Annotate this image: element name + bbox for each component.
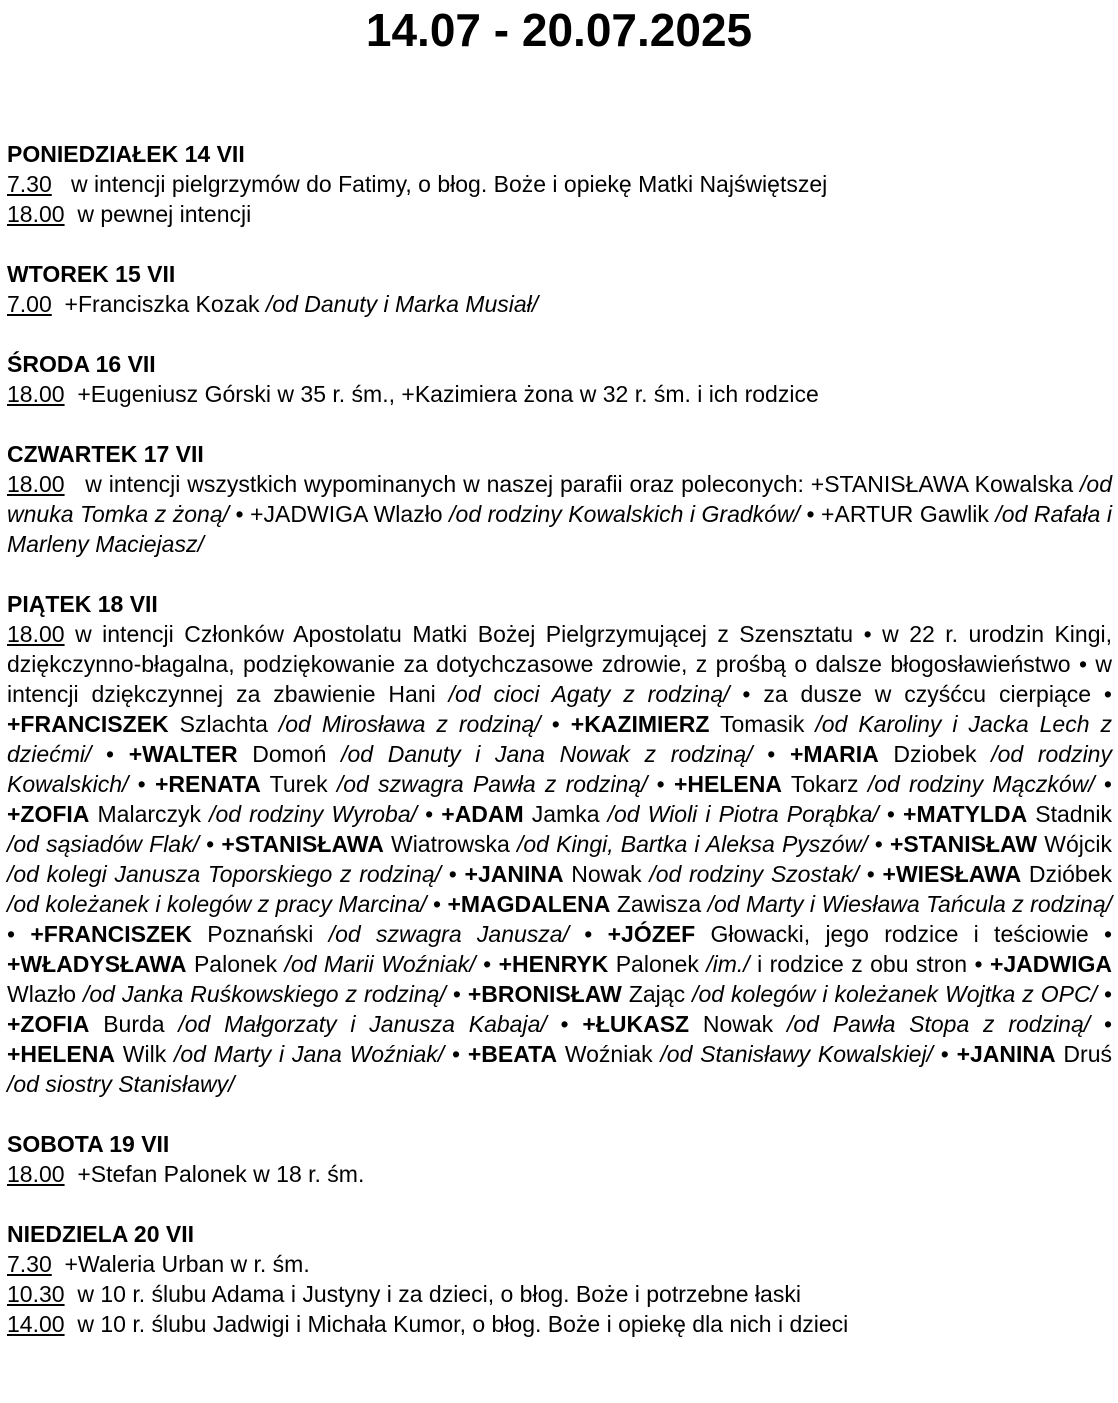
deceased-name: +MARIA — [789, 741, 879, 767]
mass-time: 18.00 — [7, 201, 65, 227]
intention-text: • — [867, 831, 890, 857]
deceased-name: +JÓZEF — [607, 921, 696, 947]
donor-note: /od Pawła Stopa z rodziną/ — [786, 1011, 1091, 1037]
donor-note: /od rodziny Wyroba/ — [209, 801, 418, 827]
intention-text: w pewnej intencji — [77, 201, 252, 227]
intention-text: Turek — [260, 771, 337, 797]
mass-time: 18.00 — [7, 621, 65, 647]
deceased-name: +FRANCISZEK — [30, 921, 192, 947]
day-heading: CZWARTEK 17 VII — [7, 441, 204, 467]
intention-text: +Stefan Palonek w 18 r. śm. — [77, 1161, 365, 1187]
intention-text: • — [1094, 771, 1112, 797]
deceased-name: +ZOFIA — [7, 1011, 90, 1037]
day-section — [7, 1219, 1112, 1339]
intention-text: • — [198, 831, 222, 857]
mass-entry — [7, 1309, 1112, 1339]
intention-text: • — [568, 921, 608, 947]
deceased-name: +FRANCISZEK — [7, 711, 169, 737]
donor-note: /od sąsiadów Flak/ — [7, 831, 199, 857]
intention-text: Malarczyk — [89, 801, 210, 827]
intention-text: w 10 r. ślubu Jadwigi i Michała Kumor, o błog. Boże i opiekę dla nich i dzieci — [77, 1311, 849, 1337]
intention-text: • — [540, 711, 571, 737]
donor-note: /od Stanisławy Kowalskiej/ — [660, 1041, 933, 1067]
intention-text: • +ARTUR Gawlik — [799, 501, 996, 527]
intention-text: Nowak — [689, 1011, 787, 1037]
mass-entry — [7, 1159, 1112, 1189]
intention-text: • — [546, 1011, 583, 1037]
deceased-name: +RENATA — [154, 771, 261, 797]
day-section — [7, 139, 1112, 229]
mass-entry — [7, 469, 1112, 559]
donor-note: /od siostry Stanisławy/ — [7, 1071, 235, 1097]
donor-note: /od Marty i Jana Woźniak/ — [174, 1041, 445, 1067]
intention-text: • — [878, 801, 904, 827]
intention-text: • — [932, 1041, 957, 1067]
intention-text: +Eugeniusz Górski w 35 r. śm., +Kazimiera żona w 32 r. śm. i ich rodzice — [77, 381, 819, 407]
deceased-name: +STANISŁAWA — [221, 831, 384, 857]
day-section — [7, 1129, 1112, 1189]
intention-text: • — [444, 1041, 468, 1067]
intention-text: • — [91, 741, 129, 767]
mass-schedule — [7, 139, 1112, 1369]
intention-text: • — [441, 861, 465, 887]
donor-note: /od rodziny Kowalskich i Gradków/ — [449, 501, 800, 527]
time-spacer — [65, 1281, 78, 1307]
time-spacer — [65, 621, 76, 647]
intention-text: Zawisza — [610, 891, 708, 917]
intention-text: Dzióbek — [1021, 861, 1112, 887]
mass-entry — [7, 289, 1112, 319]
intention-text: Poznański — [192, 921, 329, 947]
deceased-name: +ZOFIA — [7, 801, 90, 827]
intention-text: Wiatrowska — [383, 831, 517, 857]
day-heading: ŚRODA 16 VII — [7, 351, 156, 377]
donor-note: /od Rafała i Marleny Maciejasz/ — [7, 501, 1112, 557]
intention-text: • — [647, 771, 674, 797]
intention-text: +Waleria Urban w r. śm. — [64, 1251, 310, 1277]
deceased-name: +HELENA — [7, 1041, 115, 1067]
time-spacer — [65, 1311, 78, 1337]
intention-text: Wilk — [115, 1041, 174, 1067]
day-heading: PIĄTEK 18 VII — [7, 591, 158, 617]
intention-text: • — [417, 801, 442, 827]
donor-note: /od cioci Agaty z rodziną/ — [448, 681, 730, 707]
intention-text: Dziobek — [878, 741, 992, 767]
day-section — [7, 589, 1112, 1099]
intention-text: Jamka — [523, 801, 608, 827]
donor-note: /od kolegi Janusza Toporskiego z rodziną/ — [7, 861, 442, 887]
time-spacer — [65, 471, 86, 497]
donor-note: /od rodziny Mączków/ — [867, 771, 1095, 797]
donor-note: /od Danuty i Jana Nowak z rodziną/ — [341, 741, 753, 767]
donor-note: /od rodziny Szostak/ — [649, 861, 860, 887]
intention-text: • — [426, 891, 448, 917]
intention-text: Nowak — [563, 861, 650, 887]
deceased-name: +BRONISŁAW — [467, 981, 622, 1007]
time-spacer — [52, 1251, 65, 1277]
intention-text: Głowacki, jego rodzice i teściowie • — [695, 921, 1112, 947]
intention-text: • — [1096, 981, 1112, 1007]
intention-text: w intencji pielgrzymów do Fatimy, o błog. Boże i opiekę Matki Najświętszej — [70, 171, 828, 197]
day-heading: NIEDZIELA 20 VII — [7, 1221, 195, 1247]
mass-time: 18.00 — [7, 381, 65, 407]
intention-text: w 10 r. ślubu Adama i Justyny i za dzieci, o błog. Boże i potrzebne łaski — [77, 1281, 801, 1307]
page-title: 14.07 - 20.07.2025 — [365, 4, 753, 56]
day-heading: PONIEDZIAŁEK 14 VII — [7, 141, 245, 167]
intention-text: Domoń — [237, 741, 342, 767]
intention-text: • — [859, 861, 883, 887]
intention-text: Stadnik — [1027, 801, 1113, 827]
mass-time: 7.30 — [7, 171, 52, 197]
deceased-name: +MAGDALENA — [447, 891, 611, 917]
intention-text: Woźniak — [557, 1041, 661, 1067]
mass-time: 14.00 — [7, 1311, 65, 1337]
mass-entry — [7, 619, 1112, 1099]
intention-text: +Franciszka Kozak — [64, 291, 266, 317]
donor-note: /od Danuty i Marka Musiał/ — [265, 291, 539, 317]
intention-text: • +JADWIGA Wlazło — [229, 501, 450, 527]
mass-entry — [7, 1279, 1112, 1309]
deceased-name: +WIESŁAWA — [882, 861, 1022, 887]
intention-text: w intencji Członków Apostolatu Matki Bożej Pielgrzymującej z Szensztatu • w 22 r. urodzin Kingi, dziękczynno-błagalna, podziękowanie za dotychczasowe zdrowie, z prośbą o dalsze błogosławieństwo • w intencji dziękczynnej za zbawienie Hani — [7, 621, 1113, 707]
deceased-name: +ŁUKASZ — [582, 1011, 690, 1037]
day-section — [7, 349, 1112, 409]
intention-text: • — [445, 981, 468, 1007]
intention-text: w intencji wszystkich wypominanych w naszej parafii oraz poleconych: +STANISŁAWA Kowalska — [85, 471, 1081, 497]
intention-text: Palonek — [608, 951, 707, 977]
intention-text: Tokarz — [781, 771, 868, 797]
donor-note: /od Małgorzaty i Janusza Kabaja/ — [178, 1011, 547, 1037]
donor-note: /od Karoliny i Jacka Lech z dziećmi/ — [7, 711, 1112, 767]
mass-time: 10.30 — [7, 1281, 65, 1307]
day-heading: SOBOTA 19 VII — [7, 1131, 170, 1157]
intention-text: • — [1090, 1011, 1112, 1037]
intention-text: • za dusze w czyśćcu cierpiące • — [729, 681, 1112, 707]
donor-note: /od wnuka Tomka z żoną/ — [7, 471, 1112, 527]
deceased-name: +JADWIGA — [989, 951, 1112, 977]
mass-time: 7.30 — [7, 1251, 52, 1277]
deceased-name: +HELENA — [673, 771, 782, 797]
time-spacer — [65, 1161, 78, 1187]
intention-text: • — [7, 921, 31, 947]
intention-text: Burda — [89, 1011, 179, 1037]
donor-note: /od Mirosława z rodziną/ — [278, 711, 541, 737]
deceased-name: +MATYLDA — [903, 801, 1028, 827]
mass-entry — [7, 199, 1112, 229]
intention-text: Zając — [621, 981, 693, 1007]
donor-note: /od Kingi, Bartka i Aleksa Pyszów/ — [516, 831, 868, 857]
donor-note: /od Wioli i Piotra Porąbka/ — [607, 801, 879, 827]
day-section — [7, 439, 1112, 559]
donor-note: /od koleżanek i kolegów z pracy Marcina/ — [7, 891, 427, 917]
mass-time: 18.00 — [7, 1161, 65, 1187]
time-spacer — [65, 381, 78, 407]
donor-note: /od szwagra Janusza/ — [328, 921, 569, 947]
deceased-name: +KAZIMIERZ — [570, 711, 710, 737]
intention-text: Wlazło — [7, 981, 83, 1007]
deceased-name: +ADAM — [441, 801, 524, 827]
donor-note: /od Janka Ruśkowskiego z rodziną/ — [83, 981, 446, 1007]
mass-time: 7.00 — [7, 291, 52, 317]
intention-text: Druś — [1055, 1041, 1112, 1067]
time-spacer — [52, 291, 65, 317]
donor-note: /od Marii Woźniak/ — [284, 951, 476, 977]
deceased-name: +JANINA — [464, 861, 564, 887]
deceased-name: +STANISŁAW — [889, 831, 1038, 857]
donor-note: /od szwagra Pawła z rodziną/ — [336, 771, 648, 797]
intention-text: Wójcik — [1037, 831, 1112, 857]
deceased-name: +BEATA — [467, 1041, 558, 1067]
donor-note: /od rodziny Kowalskich/ — [7, 741, 1112, 797]
deceased-name: +HENRYK — [498, 951, 609, 977]
deceased-name: +WŁADYSŁAWA — [7, 951, 187, 977]
donor-note: /od kolegów i koleżanek Wojtka z OPC/ — [692, 981, 1097, 1007]
intention-text: Palonek — [186, 951, 285, 977]
day-section — [7, 259, 1112, 319]
intention-text: Szlachta — [168, 711, 279, 737]
day-heading: WTOREK 15 VII — [7, 261, 176, 287]
deceased-name: +JANINA — [956, 1041, 1056, 1067]
intention-text: • — [128, 771, 155, 797]
deceased-name: +WALTER — [128, 741, 238, 767]
time-spacer — [65, 201, 78, 227]
time-spacer — [52, 171, 71, 197]
intention-text: Tomasik — [709, 711, 816, 737]
mass-entry — [7, 379, 1112, 409]
mass-time: 18.00 — [7, 471, 65, 497]
donor-note: /od Marty i Wiesława Tańcula z rodziną/ — [707, 891, 1113, 917]
donor-note: /im./ — [706, 951, 750, 977]
intention-text: i rodzice z obu stron • — [749, 951, 990, 977]
intention-text: • — [752, 741, 790, 767]
mass-entry — [7, 169, 1112, 199]
intention-text: • — [475, 951, 499, 977]
mass-entry — [7, 1249, 1112, 1279]
